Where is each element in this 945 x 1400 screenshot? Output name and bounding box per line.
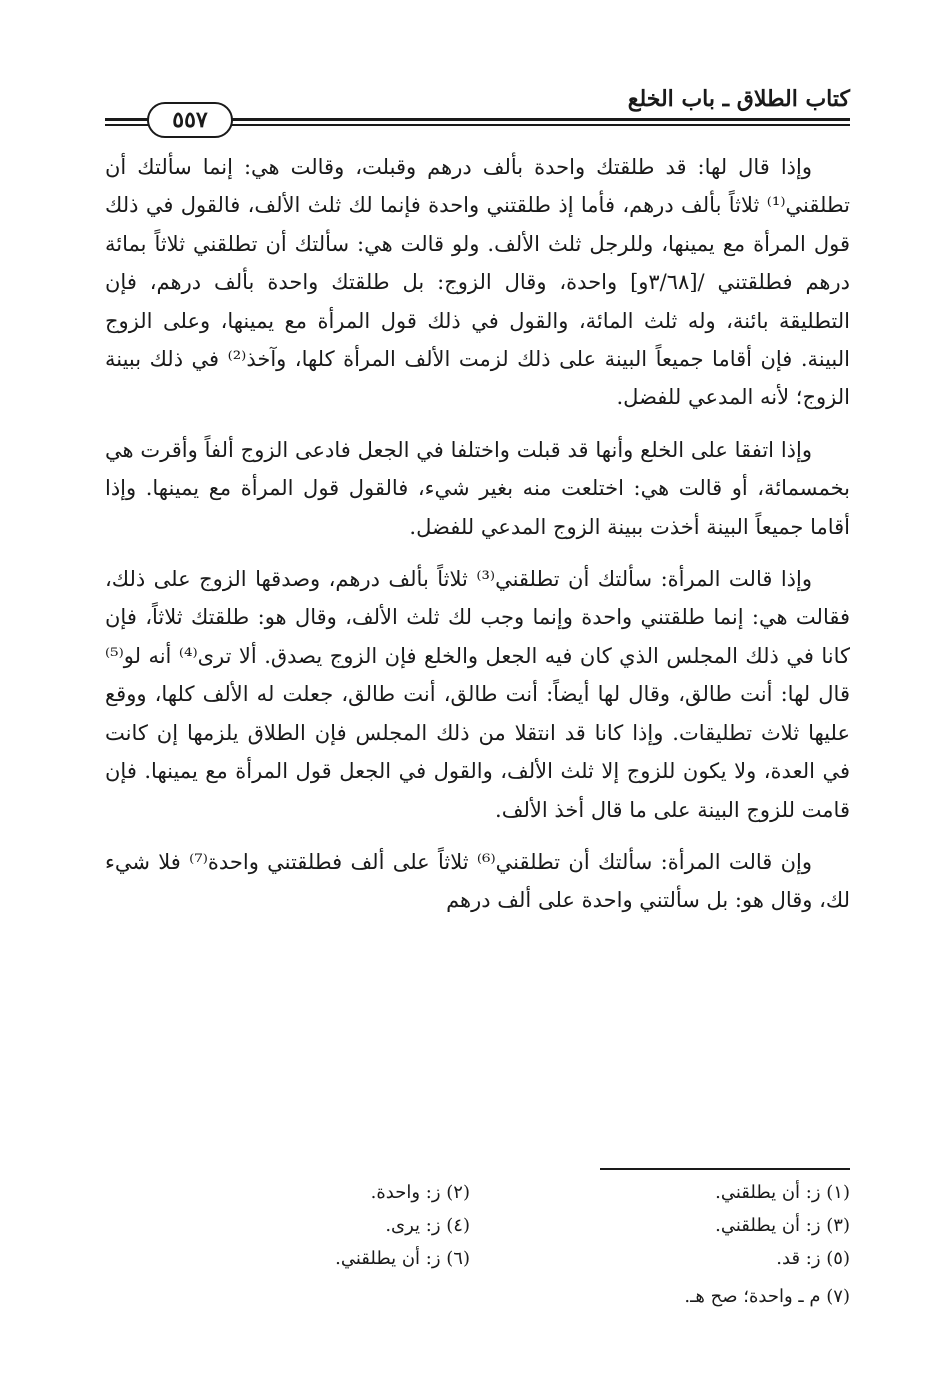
running-title: كتاب الطلاق ـ باب الخلع [627,86,850,112]
page-number: ٥٥٧ [147,102,233,138]
page-header [105,78,850,133]
paragraph: وإذا قال لها: قد طلقتك واحدة بألف درهم وقبلت، وقالت هي: إنما سألتك أن تطلقني⁽¹⁾ ثلاثاً بألف درهم، فأما إذ طلقتني واحدة فإنما لك ثلث الألف، فالقول في ذلك قول المرأة مع يمينها، وللرجل ثلث الألف. ولو قالت هي: سألتك أن تطلقني ثلاثاً بمائة درهم فطلقتني /[٣/٦٨و] واحدة، وقال الزوج: بل طلقتك واحدة بألف درهم، فإن التطليقة بائنة، وله ثلث المائة، والقول في ذلك قول المرأة مع يمينها، وعلى الزوج البينة. فإن أقاما جميعاً البينة على ذلك لزمت الألف المرأة كلها، وآخذ⁽²⁾ في ذلك ببينة الزوج؛ لأنه المدعي للفضل. [105,155,850,410]
footnote-6: (٦) ز: أن يطلقني. [335,1248,470,1269]
paragraph: وإن قالت المرأة: سألتك أن تطلقني⁽⁶⁾ ثلاثاً على ألف فطلقتني واحدة⁽⁷⁾ فلا شيء لك، وقال هو: بل سألتني واحدة على ألف درهم [105,849,850,913]
footnote-4: (٤) ز: يرى. [385,1215,470,1236]
footnote-5: (٥) ز: قد. [776,1248,850,1269]
footnote-2: (٢) ز: واحدة. [370,1182,470,1203]
paragraph: وإذا قالت المرأة: سألتك أن تطلقني⁽³⁾ ثلاثاً بألف درهم، وصدقها الزوج على ذلك، فقالت هي: إنما طلقتني واحدة وإنما وجب لك ثلث الألف، وقال هو: طلقتك ثلاثاً، فإن كانا في ذلك المجلس الذي كان فيه الجعل والخلع فإن الزوج يصدق. ألا ترى⁽⁴⁾ أنه لو⁽⁵⁾ قال لها: أنت طالق، وقال لها أيضاً: أنت طالق، أنت طالق، جعلت له الألف كلها، ووقع عليها ثلاث تطليقات. وإذا كانا قد انتقلا من ذلك المجلس فإن الطلاق يلزمها إن كانت في العدة، ولا يكون للزوج إلا ثلث الألف، والقول في الجعل قول المرأة مع يمينها. فإن قامت للزوج البينة على ما قال أخذ الألف. [105,567,850,822]
main-text [105,148,850,934]
footnote-separator [600,1168,850,1170]
footnote-1: (١) ز: أن يطلقني. [715,1182,850,1203]
footnote-3: (٣) ز: أن يطلقني. [715,1215,850,1236]
footnote-7: (٧) م ـ واحدة؛ صح هـ. [684,1286,850,1307]
paragraph: وإذا اتفقا على الخلع وأنها قد قبلت واختلفا في الجعل فادعى الزوج ألفاً وأقرت هي بخمسمائة، أو قالت هي: اختلعت منه بغير شيء، فالقول قول المرأة مع يمينها. وإذا أقاما جميعاً البينة أخذت ببينة الزوج المدعي للفضل. [105,437,850,539]
